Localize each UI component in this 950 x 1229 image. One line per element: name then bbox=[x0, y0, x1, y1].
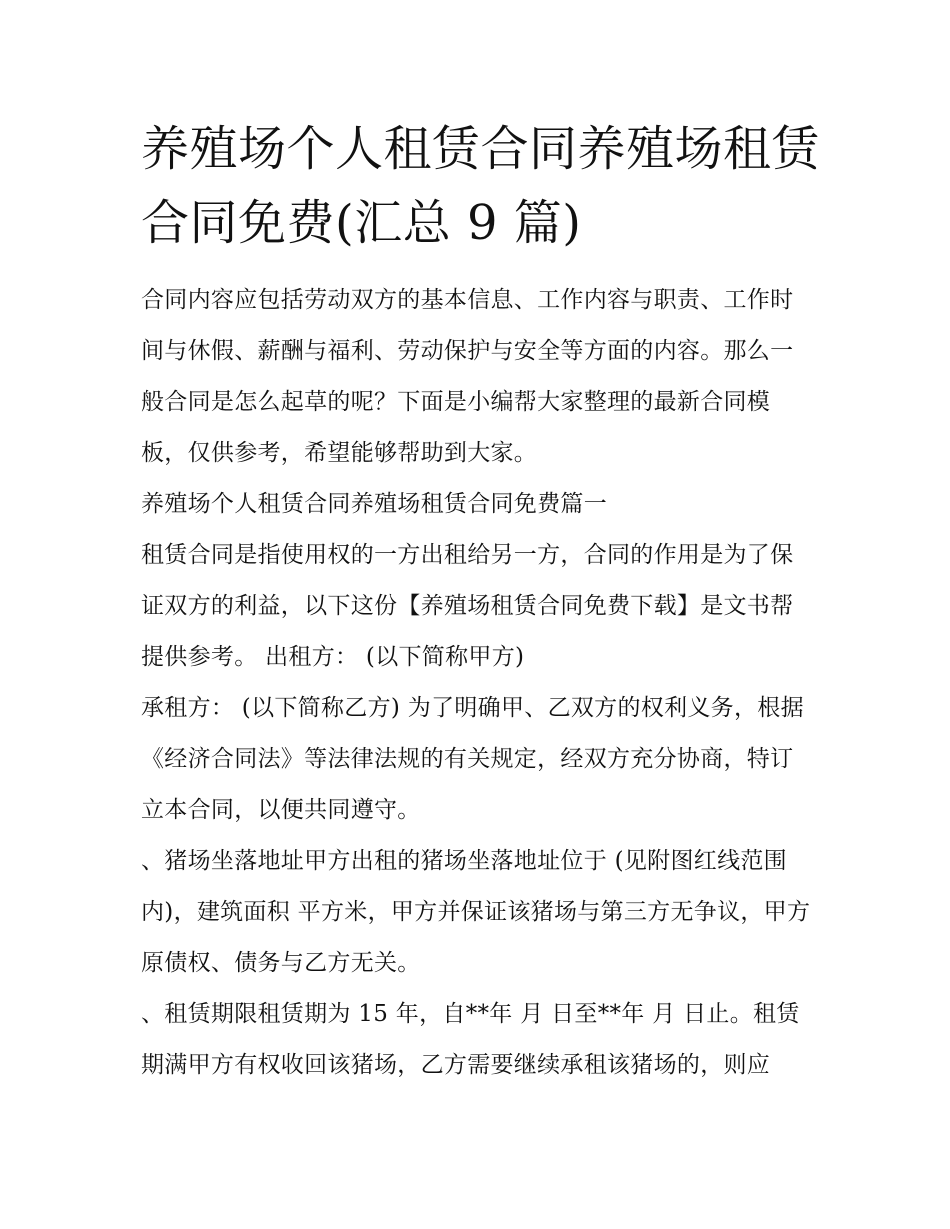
paragraph-intro: 合同内容应包括劳动双方的基本信息、工作内容与职责、工作时间与休假、薪酬与福利、劳动保护与安全等方面的内容。那么一般合同是怎么起草的呢？下面是小编帮大家整理的最新合同模板，仅供参考，希望能够帮助到大家。 bbox=[141, 287, 794, 466]
paragraph-contract-intro: 租赁合同是指使用权的一方出租给另一方，合同的作用是为了保证双方的利益，以下这份【养殖场租赁合同免费下载】是文书帮提供参考。 出租方： (以下简称甲方) bbox=[141, 542, 794, 670]
document-title: 养殖场个人租赁合同养殖场租赁合同免费(汇总 9 篇) bbox=[141, 121, 821, 251]
paragraph-clause-term: 、租赁期限租赁期为 15 年，自**年 月 日至**年 月 日止。租赁期满甲方有权收回该猪场，乙方需要继续承租该猪场的，则应 bbox=[141, 1001, 800, 1078]
paragraph-section-heading: 养殖场个人租赁合同养殖场租赁合同免费篇一 bbox=[141, 491, 607, 517]
document-body bbox=[141, 275, 813, 1091]
paragraph-clause-location: 、猪场坐落地址甲方出租的猪场坐落地址位于 (见附图红线范围内)，建筑面积 平方米，甲方并保证该猪场与第三方无争议，甲方原债权、债务与乙方无关。 bbox=[141, 848, 811, 976]
paragraph-lessee: 承租方： (以下简称乙方) 为了明确甲、乙双方的权利义务，根据《经济合同法》等法律法规的有关规定，经双方充分协商，特订立本合同，以便共同遵守。 bbox=[141, 695, 804, 823]
